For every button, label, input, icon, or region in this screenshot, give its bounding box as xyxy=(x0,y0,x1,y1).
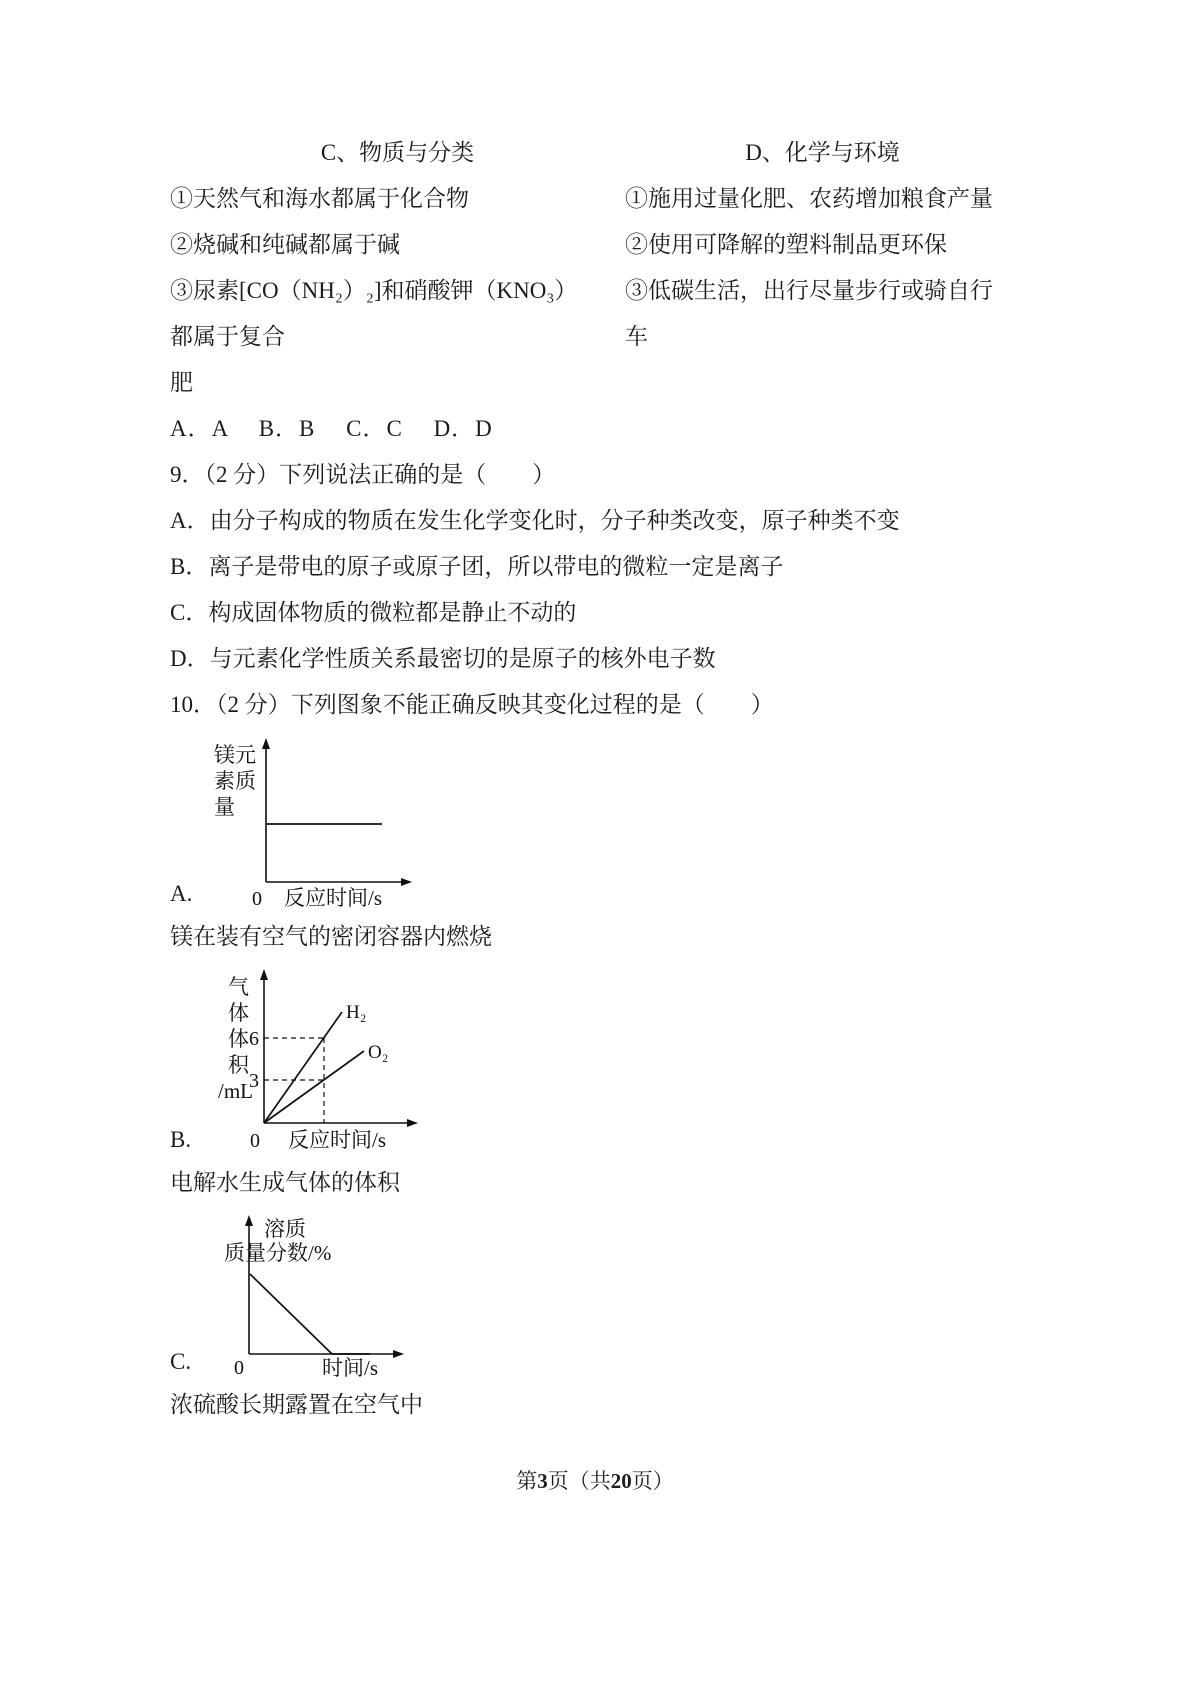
chart-b-ylabel-line4: 积 xyxy=(228,1053,249,1077)
chart-a-x-axis-label: 反应时间/s xyxy=(284,886,383,910)
q10-option-a-label: A. xyxy=(170,881,193,906)
column-c-line-3: ③尿素[CO（NH₂）₂]和硝酸钾（KNO₃） xyxy=(170,278,578,303)
chart-c-x-axis-arrow xyxy=(393,1350,404,1358)
chart-b-ylabel-line3: 体 xyxy=(228,1027,249,1051)
q9-option-d: D．与元素化学性质关系最密切的是原子的核外电子数 xyxy=(170,646,716,671)
footer-middle: 页（共 xyxy=(547,1469,611,1493)
chart-b-o2-line xyxy=(264,1051,364,1123)
column-d-line-4: 车 xyxy=(625,324,648,349)
column-d xyxy=(625,130,1020,406)
column-d-header: D、化学与环境 xyxy=(745,140,900,165)
chart-b-o2-label: O₂ xyxy=(368,1042,389,1063)
column-d-line-1: ①施用过量化肥、农药增加粮食产量 xyxy=(625,186,993,211)
footer-page-number: 3 xyxy=(537,1469,548,1493)
chart-b-x-axis-label: 反应时间/s xyxy=(288,1128,387,1152)
q9-stem: 9．（2 分）下列说法正确的是（ ） xyxy=(170,462,556,487)
chart-c-ylabel-line1: 溶质 xyxy=(264,1217,306,1241)
chart-c-row xyxy=(170,1214,1020,1382)
q10-option-c-block xyxy=(170,1214,1020,1428)
column-c-line-4: 都属于复合 xyxy=(170,324,285,349)
q10-option-b-caption: 电解水生成气体的体积 xyxy=(170,1170,400,1195)
chart-b xyxy=(204,968,434,1160)
q10-option-c-label: C. xyxy=(170,1349,192,1374)
chart-c-origin-label: 0 xyxy=(234,1357,244,1379)
column-c-header: C、物质与分类 xyxy=(320,140,475,165)
column-c-line-5: 肥 xyxy=(170,370,193,395)
chart-a-ylabel-line1: 镁元 xyxy=(214,743,256,767)
chart-c xyxy=(204,1214,409,1382)
chart-b-h2-line xyxy=(264,1012,342,1123)
classification-table xyxy=(170,130,1020,406)
chart-a-row xyxy=(170,736,1020,914)
column-d-line-2: ②使用可降解的塑料制品更环保 xyxy=(625,232,947,257)
chart-c-y-axis-arrow xyxy=(245,1215,253,1226)
column-d-line-3: ③低碳生活，出行尽量步行或骑自行 xyxy=(625,278,993,303)
footer-prefix: 第 xyxy=(516,1469,538,1493)
q9-option-b: B．离子是带电的原子或原子团，所以带电的微粒一定是离子 xyxy=(170,554,784,579)
chart-a-ylabel-line3: 量 xyxy=(214,795,235,819)
footer-total-pages: 20 xyxy=(610,1469,632,1493)
chart-a xyxy=(204,736,419,914)
chart-b-ylabel-line1: 气 xyxy=(228,975,249,999)
q10-option-b-label: B. xyxy=(170,1127,192,1152)
chart-c-series-line xyxy=(250,1274,370,1354)
chart-a-y-axis-arrow xyxy=(262,738,270,749)
column-c-line-1: ①天然气和海水都属于化合物 xyxy=(170,186,469,211)
q10-option-a-caption: 镁在装有空气的密闭容器内燃烧 xyxy=(170,924,492,949)
q10-option-b-block xyxy=(170,968,1020,1206)
chart-b-ytick-6: 6 xyxy=(249,1028,259,1050)
q9-option-a: A．由分子构成的物质在发生化学变化时，分子种类改变，原子种类不变 xyxy=(170,508,900,533)
chart-c-ylabel-line2: 质量分数/% xyxy=(224,1241,332,1265)
chart-b-origin-label: 0 xyxy=(250,1130,260,1152)
chart-a-origin-label: 0 xyxy=(252,888,262,910)
chart-b-ylabel-line2: 体 xyxy=(228,1001,249,1025)
chart-a-ylabel-line2: 素质 xyxy=(214,769,256,793)
column-c-line-2: ②烧碱和纯碱都属于碱 xyxy=(170,232,400,257)
q10-stem: 10．（2 分）下列图象不能正确反映其变化过程的是（ ） xyxy=(170,692,774,717)
chart-c-x-axis-label: 时间/s xyxy=(322,1356,379,1380)
chart-b-y-axis-arrow xyxy=(260,969,268,980)
chart-b-ytick-3: 3 xyxy=(249,1070,259,1092)
q10-option-a-block xyxy=(170,736,1020,960)
column-c xyxy=(170,130,625,406)
q9-option-c: C．构成固体物质的微粒都是静止不动的 xyxy=(170,600,577,625)
chart-b-ylabel-line5: /mL xyxy=(218,1079,253,1103)
chart-b-h2-label: H₂ xyxy=(346,1002,367,1023)
chart-b-row xyxy=(170,968,1020,1160)
answer-options-line: A．A B．B C．C D．D xyxy=(170,416,493,441)
footer-suffix: 页） xyxy=(631,1469,674,1493)
page-footer xyxy=(170,1466,1020,1496)
chart-a-x-axis-arrow xyxy=(401,878,412,886)
q10-option-c-caption: 浓硫酸长期露置在空气中 xyxy=(170,1392,423,1417)
chart-b-x-axis-arrow xyxy=(407,1119,418,1127)
